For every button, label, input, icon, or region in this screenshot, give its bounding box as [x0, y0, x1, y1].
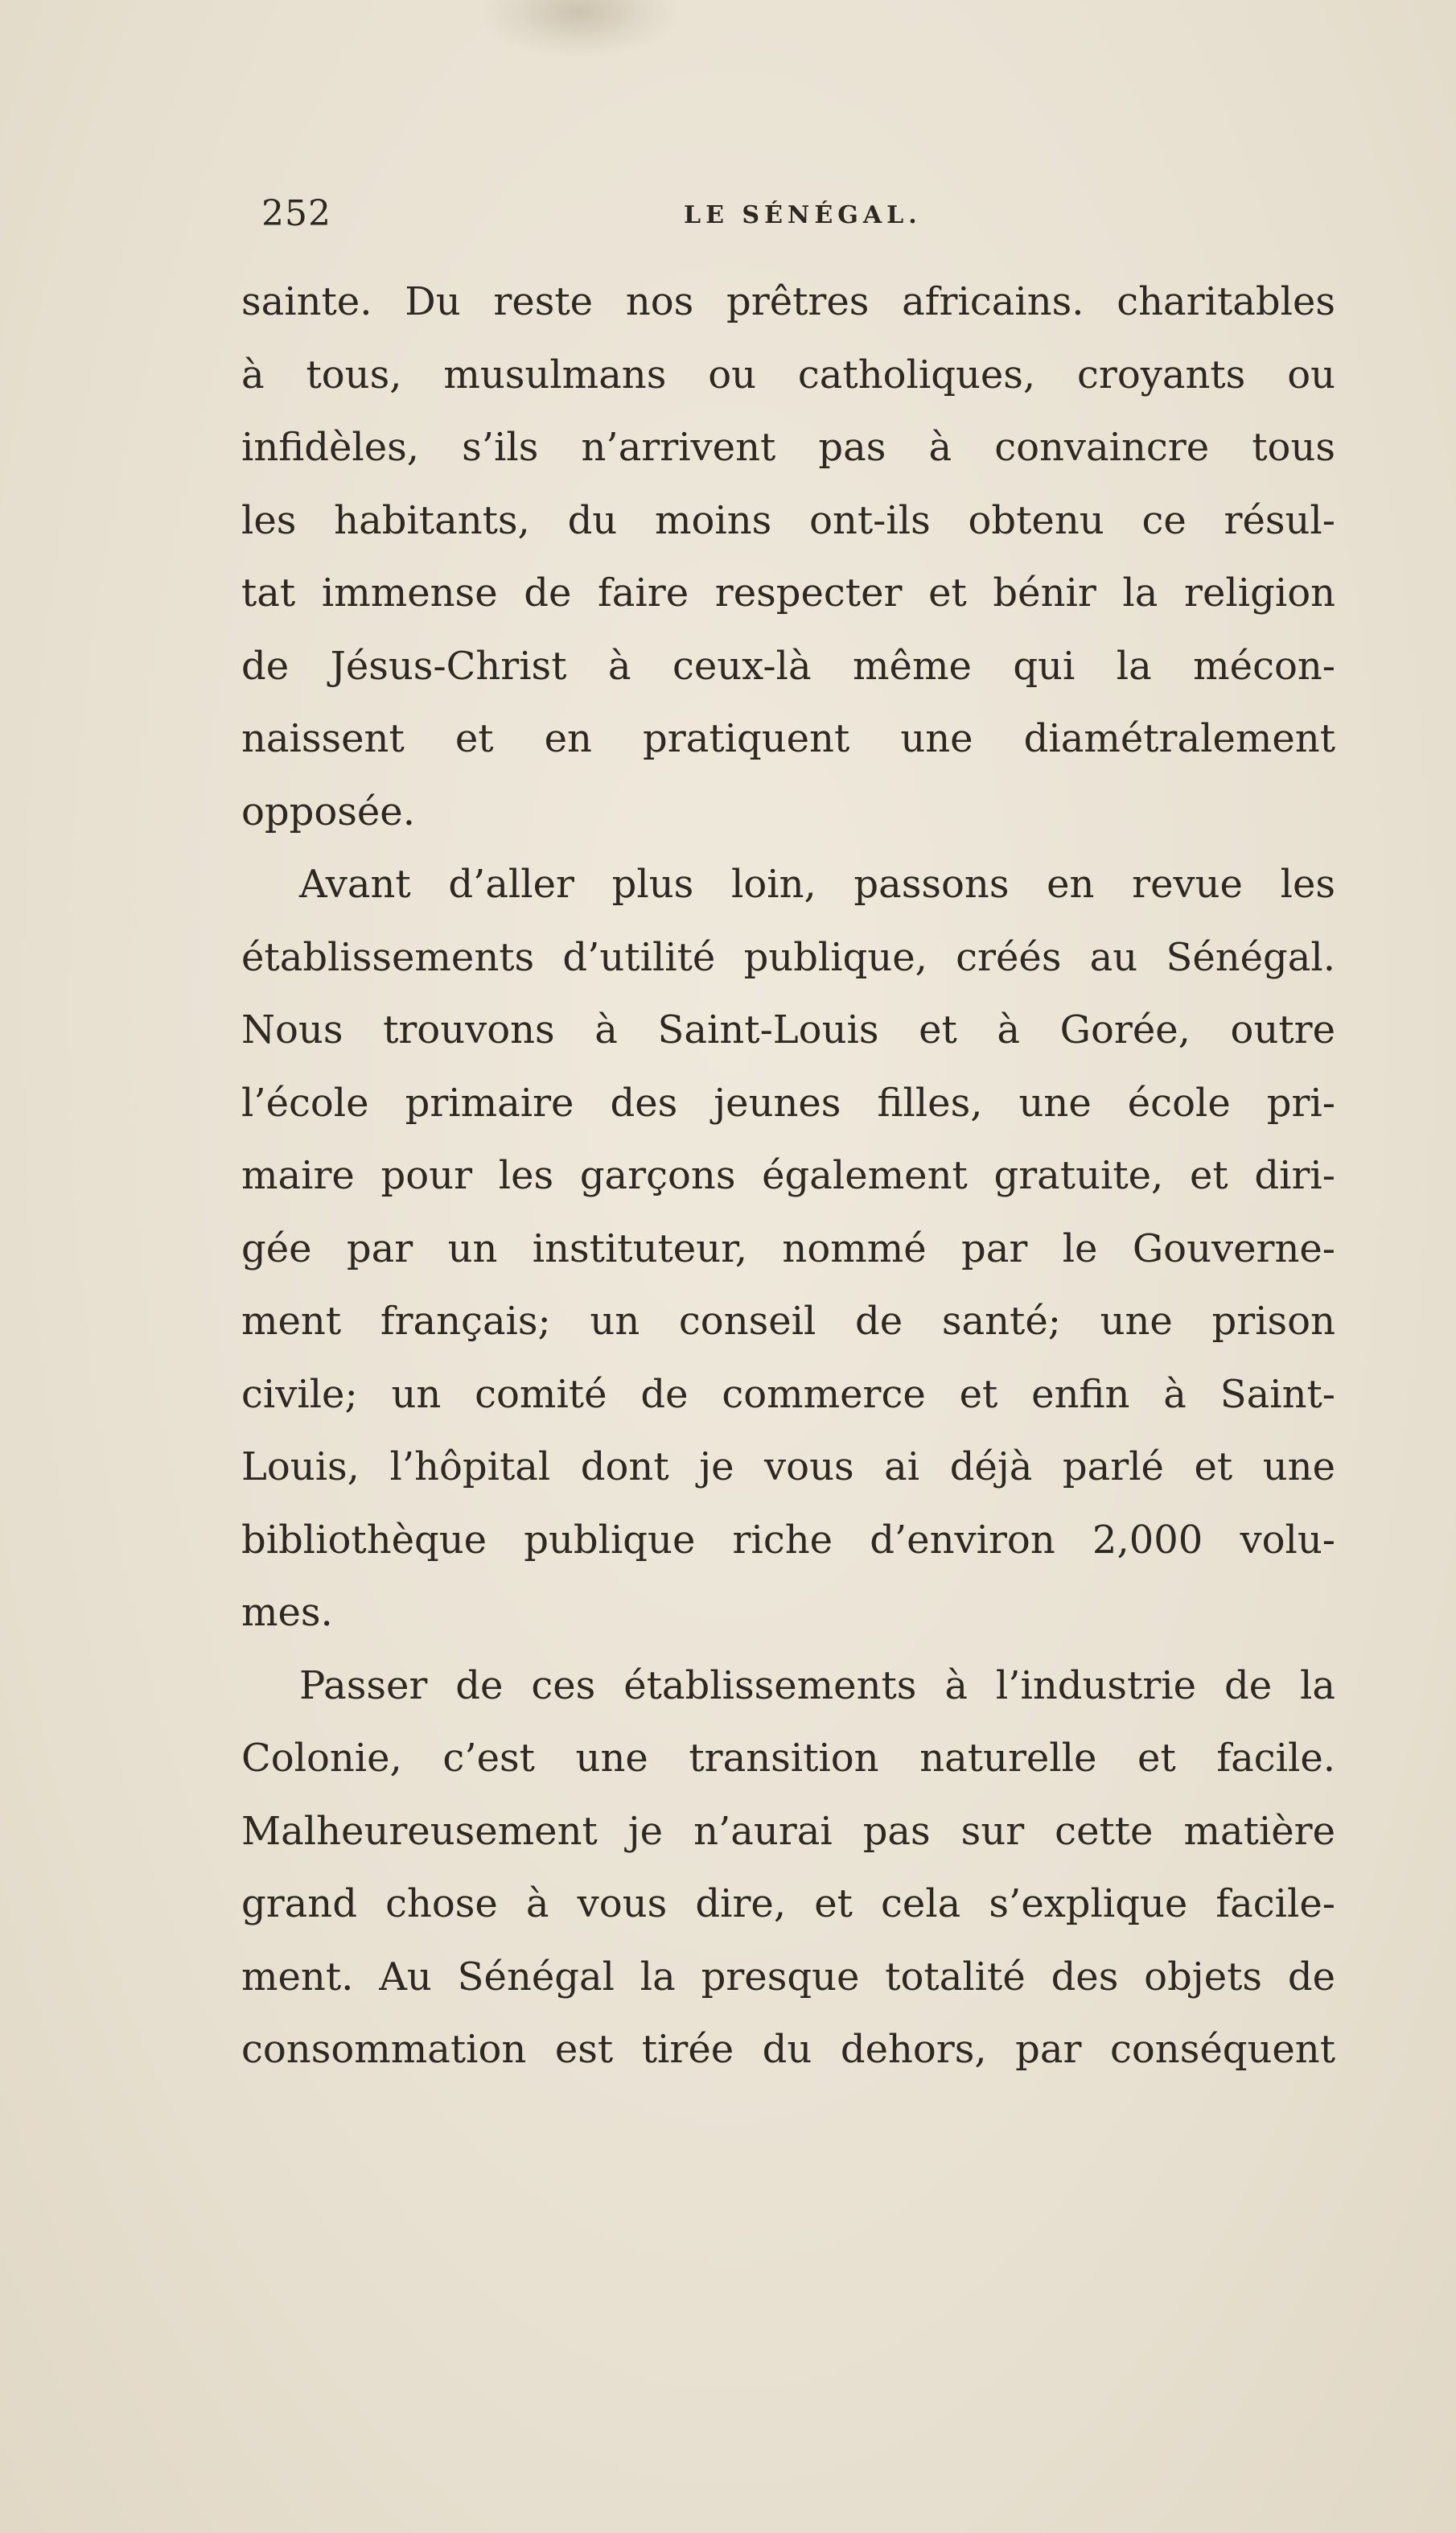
text-line: Avant d’aller plus loin, passons en revue les: [299, 862, 1335, 907]
text-line: naissent et en pratiquent une diamétralement: [241, 716, 1335, 761]
text-line: gée par un instituteur, nommé par le Gouverne-: [241, 1225, 1335, 1271]
text-line: Malheureusement je n’aurai pas sur cette matière: [241, 1808, 1335, 1854]
text-line: ment français; un conseil de santé; une prison: [241, 1299, 1335, 1344]
text-line: civile; un comité de commerce et enfin à Saint-: [241, 1371, 1335, 1417]
text-line: mes.: [241, 1590, 333, 1635]
running-title: LE SÉNÉGAL.: [684, 201, 922, 229]
text-line: infidèles, s’ils n’arrivent pas à convaincre tous: [241, 425, 1335, 470]
page-number: 252: [261, 193, 331, 234]
text-line: à tous, musulmans ou catholiques, croyants ou: [241, 352, 1335, 397]
text-line: maire pour les garçons également gratuite, et diri-: [241, 1153, 1335, 1198]
text-line: de Jésus-Christ à ceux-là même qui la mécon-: [241, 643, 1335, 689]
text-line: Passer de ces établissements à l’industrie de la: [299, 1662, 1335, 1708]
text-line: ment. Au Sénégal la presque totalité des objets de: [241, 1954, 1335, 2000]
text-line: Nous trouvons à Saint-Louis et à Gorée, outre: [241, 1007, 1335, 1052]
body-text: [241, 266, 1335, 2086]
text-line: établissements d’utilité publique, créés au Sénégal.: [241, 934, 1335, 980]
text-line: opposée.: [241, 789, 415, 834]
paper-stain: [483, 0, 676, 56]
text-line: grand chose à vous dire, et cela s’explique facile-: [241, 1881, 1335, 1926]
text-line: Colonie, c’est une transition naturelle et facile.: [241, 1736, 1335, 1781]
text-line: sainte. Du reste nos prêtres africains. charitables: [241, 279, 1335, 324]
text-line: Louis, l’hôpital dont je vous ai déjà parlé et une: [241, 1444, 1335, 1489]
text-line: consommation est tirée du dehors, par conséquent: [241, 2027, 1335, 2072]
text-line: l’école primaire des jeunes filles, une école pri-: [241, 1080, 1335, 1126]
running-head: [261, 190, 1343, 238]
text-line: les habitants, du moins ont-ils obtenu ce résul-: [241, 497, 1335, 543]
text-line: bibliothèque publique riche d’environ 2,000 volu-: [241, 1517, 1335, 1563]
text-line: tat immense de faire respecter et bénir la religion: [241, 570, 1335, 616]
